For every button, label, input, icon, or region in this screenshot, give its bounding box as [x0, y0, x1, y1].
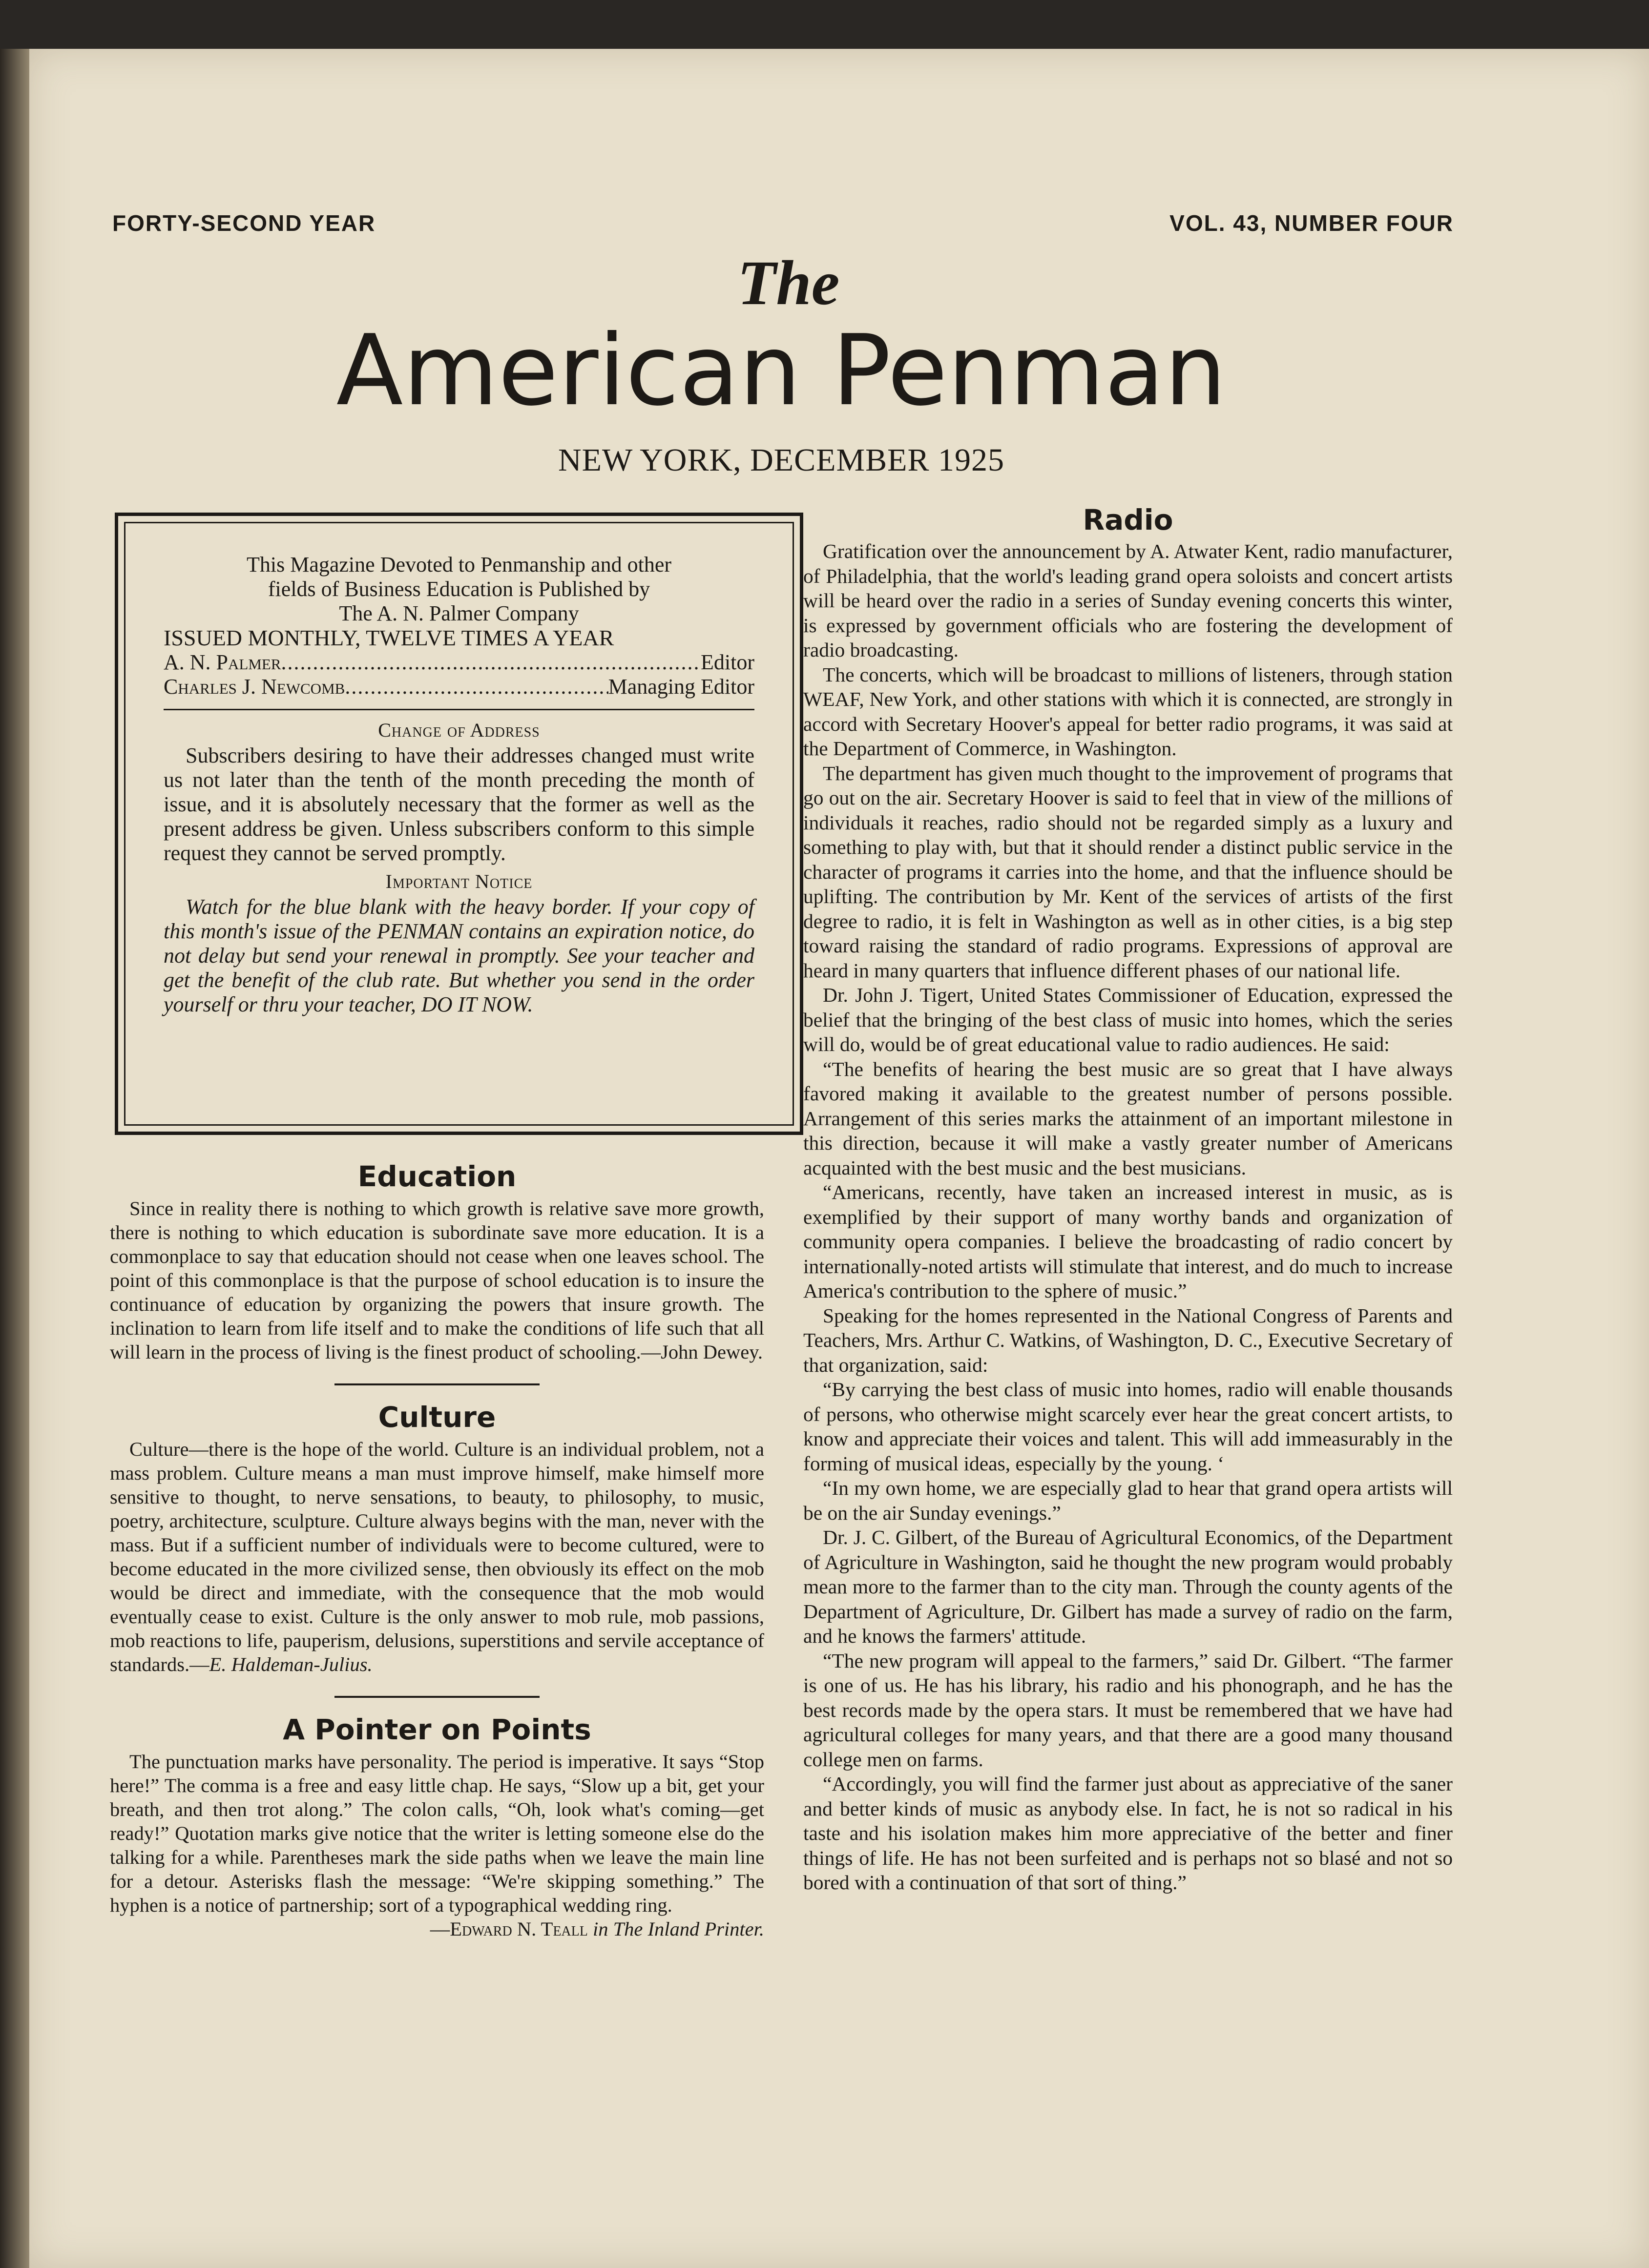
change-of-address-heading: Change of Address [378, 719, 540, 741]
dateline: NEW YORK, DECEMBER 1925 [558, 442, 1004, 478]
education-heading: Education [357, 1160, 517, 1193]
culture-text [110, 1437, 764, 1676]
staff-role: Managing Editor [608, 675, 754, 699]
leader-dots [281, 650, 701, 675]
radio-paragraph: “In my own home, we are especially glad to hear that grand opera artists will be on the air Sunday evenings.” [803, 1477, 1453, 1524]
important-notice-heading: Important Notice [385, 870, 533, 892]
staff-row-managing-editor [164, 675, 754, 699]
radio-paragraph: “By carrying the best class of music into homes, radio will enable thousands of persons, who otherwise might scarcely ever hear the great concert artists, to know and appreciate their voices and talent. This will add immeasurably in the forming of musical ideas, especially by the young. ‘ [803, 1378, 1453, 1475]
radio-paragraph: “Accordingly, you will find the farmer just about as appreciative of the saner and better kinds of music as anybody else. In fact, he is not so radical in his taste and his isolation makes him more appreciative of the better and finer things of life. He has not been surfeited and is perhaps not so blasé and not so bored with a continuation of that sort of thing.” [803, 1773, 1453, 1894]
education-text: Since in reality there is nothing to which growth is relative save more growth, there is nothing to which education is subordinate save more education. It is a commonplace to say that education should not cease when one leaves school. The point of this commonplace is that the purpose of school education is to insure the continuance of education by organizing the powers that insure growth. The inclination to learn from life itself and to make the conditions of life such that all will learn in the process of living is the finest product of schooling.—John Dewey. [110, 1197, 764, 1363]
important-notice-text: Watch for the blue blank with the heavy border. If your copy of this month's issue of the PENMAN contains an expiration notice, do not delay but send your renewal in promptly. See your teacher and get the benefit of the club rate. But whether you send in the order yourself or thru your teacher, DO IT NOW. [164, 895, 754, 1016]
leader-dots [345, 675, 608, 699]
box-intro-line-1: This Magazine Devoted to Penmanship and other [246, 553, 671, 577]
issued-line: ISSUED MONTHLY, TWELVE TIMES A YEAR [164, 625, 614, 650]
culture-heading: Culture [378, 1401, 496, 1434]
staff-role: Editor [701, 650, 754, 674]
box-intro-line-2: fields of Business Education is Published by [268, 577, 650, 601]
radio-paragraph: Gratification over the announcement by A. Atwater Kent, radio manufacturer, of Philadelphia, that the world's leading grand opera soloists and concert artists will be heard over the radio in a series of Sunday evening concerts this winter, is expressed by government officials who are fostering the development of radio broadcasting. [803, 540, 1453, 661]
masthead-the: The [737, 248, 840, 318]
section-divider [334, 1383, 540, 1385]
masthead-title: American Penman [336, 314, 1227, 428]
box-rule [164, 709, 754, 710]
staff-name: A. N. Palmer [164, 650, 281, 674]
running-head-right: VOL. 43, NUMBER FOUR [1169, 210, 1454, 236]
staff-row-editor [164, 650, 754, 675]
radio-paragraph: The concerts, which will be broadcast to millions of listeners, through station WEAF, New York, and other stations with which it is connected, are strongly in accord with Secretary Hoover's appeal for better radio programs, it was said at the Department of Commerce, in Washington. [803, 663, 1453, 760]
radio-paragraph: “Americans, recently, have taken an increased interest in music, as is exemplified by their support of many worthy bands and organization of community opera companies. I believe the broadcasting of radio concert by internationally-noted artists will stimulate that interest, and do much to increase America's contribution to the sphere of music.” [803, 1181, 1453, 1302]
radio-paragraph: Dr. John J. Tigert, United States Commissioner of Education, expressed the belief that the bringing of the best class of music into homes, which the series will do, would be of great educational value to radio audiences. He said: [803, 984, 1453, 1055]
culture-body: Culture—there is the hope of the world. Culture is an individual problem, not a mass problem. Culture means a man must improve himself, make himself more sensitive to thought, to nerve sensations, to beauty, to philosophy, to music, poetry, architecture, sculpture. Culture always begins with the man, never with the mass. But if a sufficient number of individuals were to become cultured, were to become educated in the more civilized sense, then obviously its effect on the mob would be direct and immediate, with the consequence that the mob would eventually cease to exist. Culture is the only answer to mob rule, mob passions, mob reactions to life, pauperism, delusions, superstitions and servile acceptance of standards.— [110, 1438, 764, 1675]
pointer-text: The punctuation marks have personality. The period is imperative. It says “Stop here!” The comma is a free and easy little chap. He says, “Slow up a bit, get your breath, and then trot along.” The colon calls, “Oh, look what's coming—get ready!” Quotation marks give notice that the writer is letting someone else do the talking for a while. Parentheses mark the side paths when we leave the main line for a detour. Asterisks flash the message: “We're skipping something.” The hyphen is a notice of partnership; sort of a typographical wedding ring. [110, 1751, 764, 1916]
section-divider [334, 1696, 540, 1698]
right-column [803, 503, 1453, 1895]
publisher-box [115, 513, 803, 1135]
radio-heading: Radio [1083, 503, 1173, 536]
culture-author: E. Haldeman-Julius. [209, 1653, 373, 1675]
change-of-address-text: Subscribers desiring to have their addresses changed must write us not later than the tenth of the month preceding the month of issue, and it is absolutely necessary that the former as well as the present address be given. Unless subscribers conform to this simple request they cannot be served promptly. [164, 743, 754, 865]
running-head-left: FORTY-SECOND YEAR [112, 210, 376, 236]
radio-paragraph: Dr. J. C. Gilbert, of the Bureau of Agricultural Economics, of the Department of Agriculture in Washington, said he thought the new program would probably mean more to the farmer than to the city man. Through the county agents of the Department of Agriculture, Dr. Gilbert has made a survey of radio on the farm, and he knows the farmers' attitude. [803, 1526, 1453, 1647]
staff-name: Charles J. Newcomb [164, 675, 345, 699]
left-column [110, 1159, 764, 1941]
radio-paragraph: Speaking for the homes represented in the National Congress of Parents and Teachers, Mrs. Arthur C. Watkins, of Washington, D. C., Executive Secretary of that organization, said: [803, 1304, 1453, 1376]
byline-in: in [587, 1918, 613, 1940]
pointer-byline [110, 1917, 764, 1941]
byline-author: —Edward N. Teall [430, 1918, 588, 1940]
radio-paragraph: “The benefits of hearing the best music are so great that I have always favored making it available to the greatest number of persons possible. Arrangement of this series marks the attainment of an important milestone in this direction, because it will make a vastly greater number of Americans acquainted with the best music and the best musicians. [803, 1057, 1453, 1179]
publisher-box-inner [124, 522, 794, 1126]
pointer-heading: A Pointer on Points [283, 1713, 591, 1746]
byline-publication: The Inland Printer. [613, 1918, 764, 1940]
radio-paragraph: The department has given much thought to the improvement of programs that go out on the air. Secretary Hoover is said to feel that in view of the millions of individuals it reaches, radio should not be regarded simply as a luxury and something to play with, but that it should render a distinct public service in the character of programs it carries into the home, and that the influence should be uplifting. The contribution by Mr. Kent of the services of artists of the first degree to radio, it is felt in Washington as well as in other cities, is a big step toward raising the standard of radio programs. Expressions of approval are heard in many quarters that influence different phases of our national life. [803, 762, 1453, 982]
radio-paragraph: “The new program will appeal to the farmers,” said Dr. Gilbert. “The farmer is one of us. He has his library, his radio and his phonograph, and he has the best records made by the opera stars. It must be remembered that we have had agricultural colleges for many years, and that there are a good many thousand college men on farms. [803, 1649, 1453, 1771]
box-intro-line-3: The A. N. Palmer Company [339, 601, 579, 625]
